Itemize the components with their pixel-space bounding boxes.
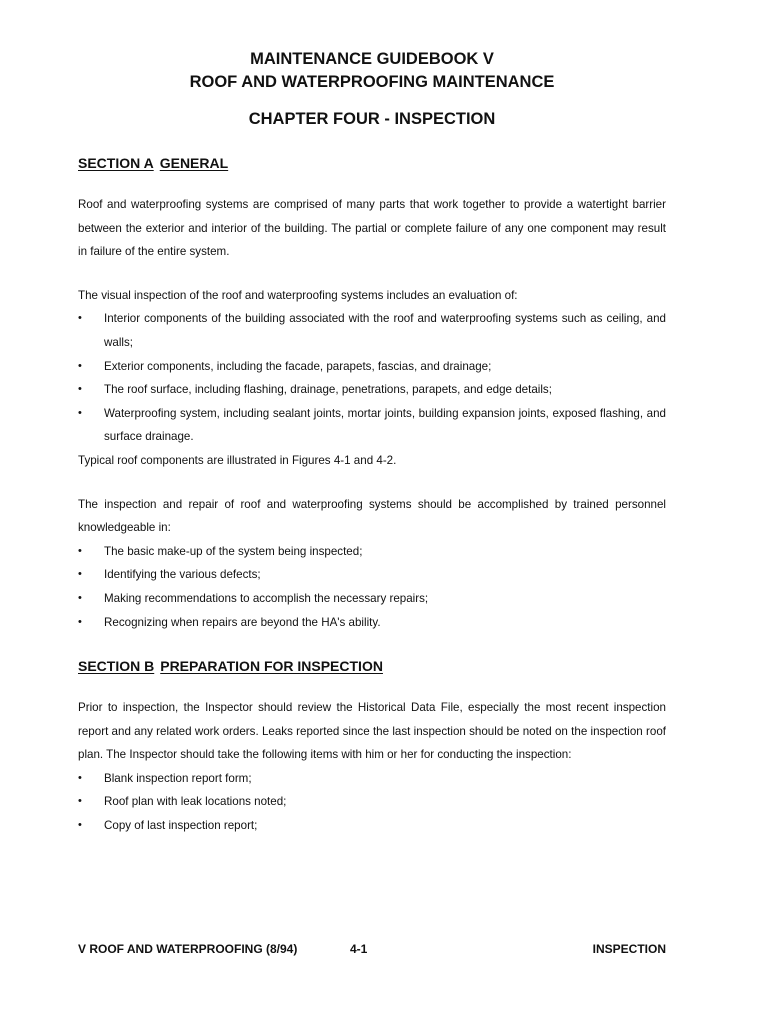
page-footer [78, 942, 666, 956]
section-a-title: GENERAL [159, 155, 229, 171]
footer-document-title: V ROOF AND WATERPROOFING (8/94) [78, 942, 298, 956]
figure-reference: Typical roof components are illustrated in Figures 4-1 and 4-2. [78, 453, 397, 467]
list-item: • Recognizing when repairs are beyond the HA's ability. [78, 611, 666, 635]
section-b-heading [78, 658, 666, 674]
list-item: • Blank inspection report form; [78, 767, 666, 791]
evaluation-list [78, 307, 666, 449]
list-item: • The basic make-up of the system being inspected; [78, 540, 666, 564]
section-a-heading [78, 155, 666, 171]
section-a-paragraph-1: Roof and waterproofing systems are comprised of many parts that work together to provide a watertight barrier between the exterior and interior of the building. The partial or complete failure of any one component may result in failure of the entire system. [78, 198, 666, 259]
section-a-paragraph-3: The inspection and repair of roof and waterproofing systems should be accomplished by trained personnel knowledgeable in: [78, 497, 666, 535]
items-list [78, 767, 666, 838]
section-b-title: PREPARATION FOR INSPECTION [160, 658, 383, 675]
chapter-title: CHAPTER FOUR - INSPECTION [248, 110, 496, 128]
section-a-paragraph-2: The visual inspection of the roof and waterproofing systems includes an evaluation of: [78, 288, 518, 302]
section-b-paragraph-1: Prior to inspection, the Inspector should review the Historical Data File, especially the most recent inspection report and any related work orders. Leaks reported since the last inspection should be noted on the inspection roof plan. The Inspector should take the following items with him or her for conducting the inspection: [78, 701, 666, 762]
list-item: • Roof plan with leak locations noted; [78, 790, 666, 814]
list-item: • Interior components of the building associated with the roof and waterproofing systems such as ceiling, and walls; [78, 307, 666, 354]
list-item: • Waterproofing system, including sealant joints, mortar joints, building expansion joints, exposed flashing, and surface drainage. [78, 402, 666, 449]
list-item: • Exterior components, including the facade, parapets, fascias, and drainage; [78, 355, 666, 379]
list-item: • Copy of last inspection report; [78, 814, 666, 838]
page-number: 4-1 [350, 942, 368, 956]
section-a-label: SECTION A [78, 155, 154, 171]
list-item: • Making recommendations to accomplish the necessary repairs; [78, 587, 666, 611]
document-page [78, 48, 666, 838]
list-item: • The roof surface, including flashing, drainage, penetrations, parapets, and edge details; [78, 378, 666, 402]
guidebook-subtitle: ROOF AND WATERPROOFING MAINTENANCE [189, 73, 555, 91]
title-block [78, 48, 666, 131]
footer-section-name: INSPECTION [592, 942, 666, 956]
section-b-label: SECTION B [78, 658, 155, 675]
list-item: • Identifying the various defects; [78, 563, 666, 587]
knowledge-list [78, 540, 666, 634]
guidebook-title: MAINTENANCE GUIDEBOOK V [250, 50, 494, 68]
